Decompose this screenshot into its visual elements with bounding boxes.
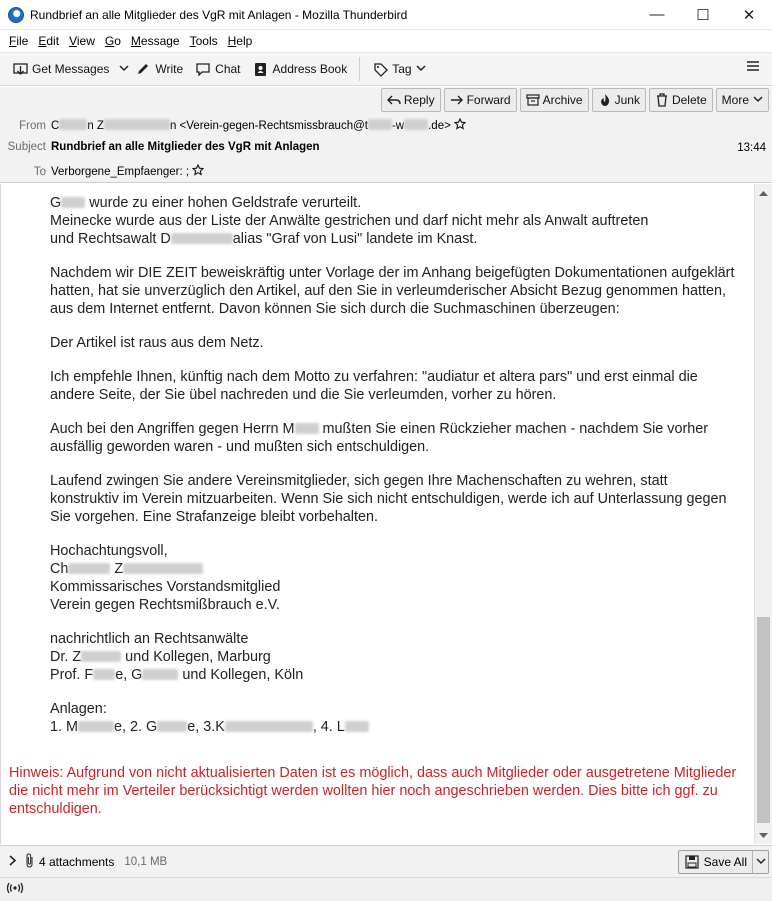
menu-view[interactable]: View (69, 34, 95, 48)
menu-message[interactable]: Message (130, 34, 180, 48)
menu-bar (0, 30, 772, 52)
delete-label: Delete (671, 93, 707, 107)
from-row (0, 118, 466, 133)
address-book-icon (253, 61, 269, 77)
reply-label: Reply (403, 93, 435, 107)
maximize-button[interactable]: ☐ (696, 6, 710, 24)
address-book-label: Address Book (272, 62, 348, 76)
from-label: From (19, 119, 46, 132)
online-status-icon[interactable] (6, 882, 24, 897)
message-time: 13:44 (737, 142, 766, 154)
forward-button[interactable] (444, 88, 517, 112)
more-button[interactable] (716, 88, 769, 112)
forward-label: Forward (466, 93, 511, 107)
tag-button[interactable] (366, 56, 431, 82)
from-sender[interactable]: C n Z n <Verein-gegen-Rechtsmissbrauch@t -w .de> (51, 120, 451, 132)
save-all-dropdown-icon[interactable] (753, 857, 768, 867)
main-toolbar (0, 52, 772, 86)
address-book-button[interactable] (247, 56, 354, 82)
reply-icon (387, 92, 401, 108)
tag-icon (372, 61, 388, 77)
thunderbird-logo-icon (8, 7, 24, 23)
reply-button[interactable] (381, 88, 441, 112)
close-button[interactable]: ✕ (742, 6, 756, 24)
forward-icon (450, 92, 464, 108)
toolbar-separator (359, 57, 360, 81)
to-row (0, 164, 204, 179)
subject-label: Subject (7, 141, 46, 153)
attachment-size: 10,1 MB (124, 855, 168, 868)
menu-file[interactable]: File (9, 34, 29, 48)
tag-label: Tag (392, 62, 412, 76)
trash-icon (655, 92, 669, 108)
star-icon[interactable] (454, 118, 466, 133)
signature: Hochachtungsvoll, Ch Z Kommissarisches Vorstandsmitglied Verein gegen Rechtsmißbrauch e.V. (50, 543, 281, 613)
cc-block: nachrichtlich an Rechtsanwälte Dr. Z und Kollegen, Marburg Prof. F e, G und Kollegen, Köln (50, 631, 304, 683)
scrollbar-thumb[interactable] (757, 617, 770, 823)
body-paragraph-1: G wurde zu einer hohen Geldstrafe verurteilt. Meinecke wurde aus der Liste der Anwälte gestrichen und darf nicht mehr als Anwalt auftreten und Rechtsawalt D alias "Graf von Lusi" landete im Knast. (50, 195, 649, 247)
junk-label: Junk (614, 93, 640, 107)
write-button[interactable] (129, 56, 189, 82)
junk-flame-icon (598, 92, 612, 108)
body-paragraph-6: Laufend zwingen Sie andere Vereinsmitglieder, sich gegen Ihre Machenschaften zu wehren, statt konstruktiv im Verein mitzuarbeiten. Wenn Sie sich nicht entschuldigen, werde ich auf Unterlassung gegen Sie vorgehen. Eine Strafanzeige bleibt vorbehalten. (50, 473, 727, 525)
junk-button[interactable] (592, 88, 646, 112)
get-messages-dropdown-icon[interactable] (119, 64, 129, 75)
minimize-button[interactable]: — (649, 6, 665, 23)
message-body (0, 184, 754, 844)
menu-tools[interactable]: Tools (189, 34, 218, 48)
delete-button[interactable] (649, 88, 713, 112)
get-messages-label: Get Messages (32, 62, 110, 76)
more-dropdown-icon (753, 95, 763, 106)
subject-row (0, 141, 320, 153)
header-actions (378, 88, 769, 112)
attachments-list: Anlagen: 1. M e, 2. G e, 3.K , 4. L (50, 700, 740, 736)
save-disk-icon (684, 854, 700, 870)
scroll-down-icon[interactable] (755, 827, 772, 844)
message-text (50, 194, 740, 736)
scroll-up-icon[interactable] (755, 184, 772, 201)
chat-label: Chat (215, 62, 241, 76)
get-messages-button[interactable] (6, 56, 115, 82)
more-label: More (721, 93, 749, 107)
download-icon (12, 61, 28, 77)
save-all-label: Save All (703, 855, 747, 869)
message-header (0, 87, 772, 183)
tag-dropdown-icon (416, 64, 426, 75)
body-paragraph-2: Nachdem wir DIE ZEIT beweiskräftig unter Vorlage der im Anhang beigefügten Dokumentationen aufgeklärt hatten, hat sie unverzüglich den Artikel, auf den Sie in verleumderischer Absicht Bezug genommen hatten, aus dem Internet entfernt. Davon können Sie sich durch die Suchmaschinen überzeugen: (50, 265, 735, 317)
menu-help[interactable]: Help (227, 34, 253, 48)
write-label: Write (155, 62, 184, 76)
app-menu-icon[interactable] (746, 59, 760, 77)
to-recipients[interactable]: Verborgene_Empfaenger: ; (51, 165, 190, 178)
archive-label: Archive (542, 93, 583, 107)
recipient-star-icon[interactable] (192, 164, 204, 179)
menu-edit[interactable]: Edit (38, 34, 60, 48)
to-label: To (33, 165, 46, 178)
title-bar (0, 0, 772, 30)
paperclip-icon (24, 853, 35, 871)
archive-icon (526, 92, 540, 108)
attachment-count[interactable]: 4 attachments (39, 854, 115, 869)
menu-go[interactable]: Go (104, 34, 121, 48)
body-scrollbar[interactable] (754, 184, 772, 844)
archive-button[interactable] (520, 88, 589, 112)
status-bar (0, 877, 772, 901)
window-title: Rundbrief an alle Mitglieder des VgR mit Anlagen - Mozilla Thunderbird (30, 7, 408, 22)
attachment-bar (0, 845, 772, 877)
notice-text: Hinweis: Aufgrund von nicht aktualisierten Daten ist es möglich, dass auch Mitglieder oder ausgetretene Mitglieder die nicht mehr im Verteiler berücksichtigt werden wollten hier noch angeschrieben werden. Dies bitte ich ggf. zu entschuldigen. (9, 765, 737, 817)
body-paragraph-5: Auch bei den Angriffen gegen Herrn M mußten Sie einen Rückzieher machen - nachdem Sie vorher ausfällig geworden waren - und mußten sich entschuldigen. (50, 421, 709, 455)
save-all-button[interactable] (678, 850, 769, 874)
chat-bubble-icon (195, 61, 211, 77)
body-paragraph-4: Ich empfehle Ihnen, künftig nach dem Motto zu verfahren: "audiatur et altera pars" und erst einmal die andere Seite, der Sie übel nachreden und die Sie verleumden, vorher zu hören. (50, 369, 698, 403)
pencil-icon (135, 61, 151, 77)
body-paragraph-3: Der Artikel ist raus aus dem Netz. (50, 335, 264, 351)
chat-button[interactable] (189, 56, 246, 82)
expand-attachments-icon[interactable] (2, 854, 24, 869)
subject-value: Rundbrief an alle Mitglieder des VgR mit Anlagen (51, 141, 320, 153)
